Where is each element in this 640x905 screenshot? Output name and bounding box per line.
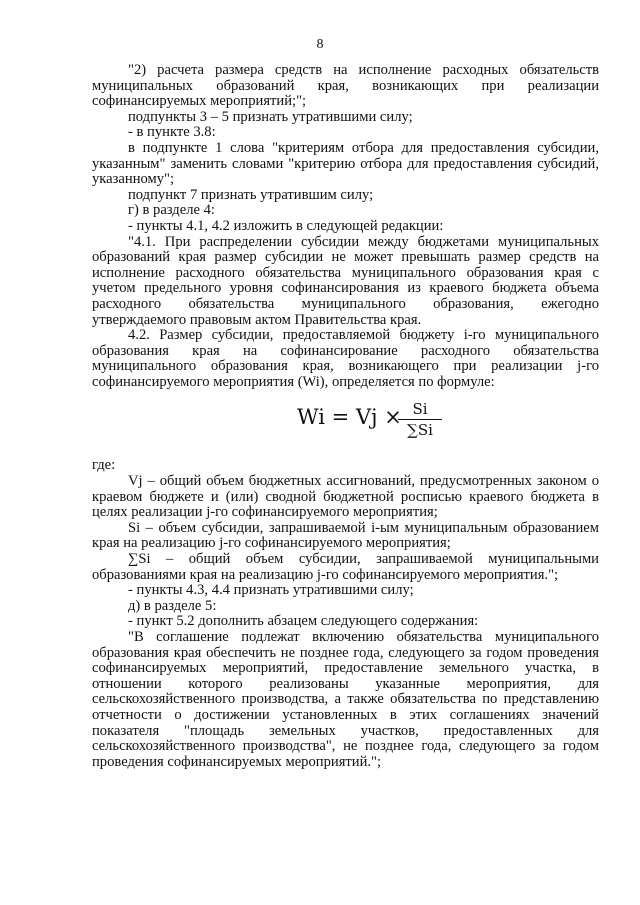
formula-denominator: ∑Si — [407, 421, 433, 440]
paragraph: "В соглашение подлежат включению обязательства муниципального образования края обеспечить не позднее года, следующего за годом проведения софинансируемых мероприятий, предоставление земельного участка, в отношении которого реализованы указанные мероприятия, для сельскохозяйственного производства, а также обязательства по представлению отчетности о достижении установленных в этих соглашениях значений показателя "площадь земельных участков, предоставленных для сельскохозяйственного производства", не позднее года, следующего за годом проведения софинансируемых мероприятий."; — [92, 629, 599, 770]
formula-numerator: Si — [412, 400, 428, 419]
paragraph: 4.2. Размер субсидии, предоставляемой бюджету i-го муниципального образования края на софинансирование расходного обязательства муниципального образования края, возникающего при реализации j-го софинансируемого мероприятия (Wi), определяется по формуле: — [92, 327, 599, 390]
formula — [92, 394, 599, 454]
formula-fraction — [398, 400, 442, 439]
paragraph: в подпункте 1 слова "критериям отбора для предоставления субсидии, указанным" заменить словами "критерию отбора для предоставления субсидий, указанному"; — [92, 139, 599, 188]
paragraph: - пункты 4.3, 4.4 признать утратившими силу; — [128, 582, 414, 599]
paragraph: г) в разделе 4: — [128, 202, 215, 219]
paragraph: Vj – общий объем бюджетных ассигнований, предусмотренных законом о краевом бюджете и (или) сводной бюджетной росписью краевого бюджета в целях реализации j-го софинансируемого мероприятия; — [92, 473, 599, 521]
formula-lhs: Wi = Vj × — [297, 405, 402, 430]
paragraph: подпункт 7 признать утратившим силу; — [128, 186, 374, 203]
fraction-bar — [398, 419, 442, 420]
paragraph: ∑Si – общий объем субсидии, запрашиваемой муниципальными образованиями края на реализацию j-го софинансируемого мероприятия."; — [92, 551, 599, 583]
paragraph: д) в разделе 5: — [128, 597, 217, 614]
paragraph: - в пункте 3.8: — [128, 124, 216, 141]
paragraph: подпункты 3 – 5 признать утратившими силу; — [128, 108, 413, 125]
page-number: 8 — [316, 37, 324, 52]
paragraph: Si – объем субсидии, запрашиваемой i-ым муниципальным образованием края на реализацию j-го софинансируемого мероприятия; — [92, 519, 599, 552]
paragraph: - пункт 5.2 дополнить абзацем следующего содержания: — [128, 613, 479, 630]
paragraph: "2) расчета размера средств на исполнение расходных обязательств муниципальных образований края, возникающих при реализации софинансируемых мероприятий;"; — [92, 62, 599, 110]
paragraph: - пункты 4.1, 4.2 изложить в следующей редакции: — [128, 217, 444, 234]
document-body — [92, 63, 599, 770]
paragraph: "4.1. При распределении субсидии между бюджетами муниципальных образований края размер субсидии не может превышать размер средств на исполнение расходного обязательства муниципального образования края с учетом предельного уровня софинансирования из краевого бюджета объема расходного обязательства муниципального образования, ежегодно утверждаемого правовым актом Правительства края. — [92, 233, 599, 328]
where-label: где: — [92, 457, 116, 474]
